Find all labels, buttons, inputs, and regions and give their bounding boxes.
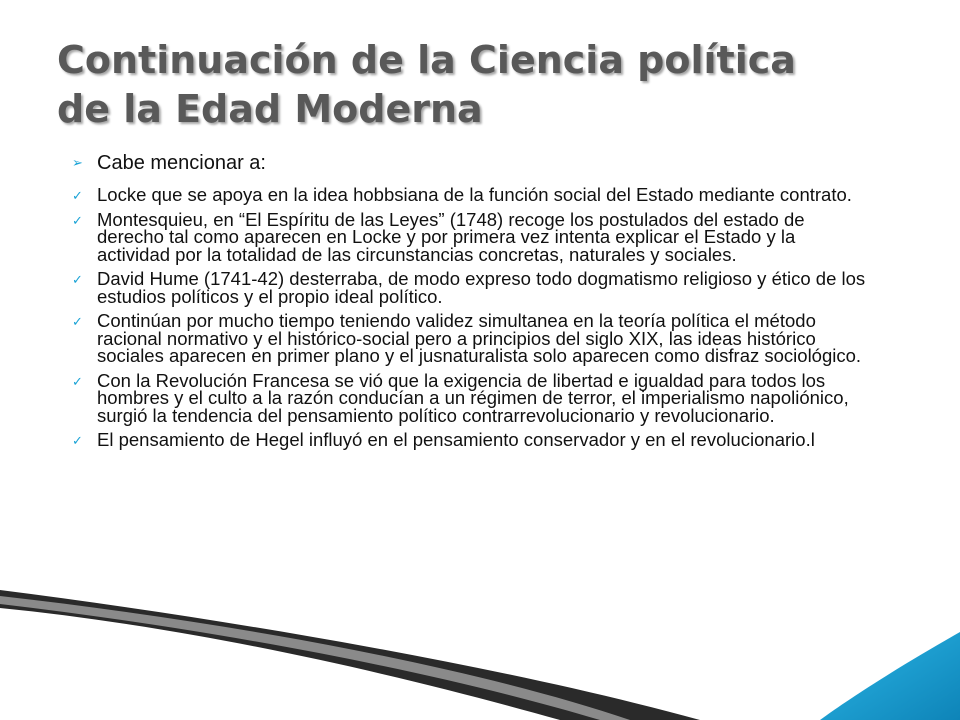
list-item <box>72 312 872 365</box>
decorative-swoosh <box>0 590 960 720</box>
checkmark-icon: ✓ <box>72 373 83 389</box>
list-item-text: Locke que se apoya en la idea hobbsiana de la función social del Estado mediante contrato. <box>97 184 852 205</box>
list-item <box>72 208 872 265</box>
checkmark-icon: ✓ <box>72 314 83 329</box>
lead-text: Cabe mencionar a: <box>97 152 266 174</box>
checkmark-icon: ✓ <box>72 272 83 287</box>
list-item-text: El pensamiento de Hegel influyó en el pensamiento conservador y en el revolucionario.l <box>97 429 815 450</box>
list-item-text: David Hume (1741-42) desterraba, de modo expreso todo dogmatismo religioso y ético de los estudios políticos y el propio ideal político. <box>97 268 866 307</box>
lead-bullet <box>72 150 872 176</box>
list-item <box>72 431 872 449</box>
list-item-text: Montesquieu, en “El Espíritu de las Leyes” (1748) recoge los postulados del estado de derecho tal como aparecen en Locke y por primera vez intenta explicar el Estado y la actividad por la totalidad de las circunstancias concretas, naturales y sociales. <box>97 208 805 265</box>
checkmark-icon: ✓ <box>72 188 83 203</box>
checkmark-icon: ✓ <box>72 212 83 228</box>
arrow-bullet-icon: ➢ <box>72 155 83 170</box>
title-line-2: de la Edad Moderna <box>57 87 483 131</box>
bullet-list <box>72 186 872 449</box>
list-item <box>72 369 872 426</box>
list-item <box>72 186 872 204</box>
title-line-1: Continuación de la Ciencia política <box>57 38 796 82</box>
checkmark-icon: ✓ <box>72 433 83 448</box>
slide-content <box>72 150 872 456</box>
list-item-text: Con la Revolución Francesa se vió que la exigencia de libertad e igualdad para todos los hombres y el culto a la razón conducían a un régimen de terror, el imperialismo napoliónico, surgió la tendencia del pensamiento político contrarrevolucionario y revolucionario. <box>97 369 849 426</box>
slide-title <box>57 36 917 134</box>
list-item-text: Continúan por mucho tiempo teniendo validez simultanea en la teoría política el método racional normativo y el histórico-social pero a principios del siglo XIX, las ideas histórico sociales aparecen en primer plano y el jusnaturalista solo aparecen como disfraz sociológico. <box>97 310 862 366</box>
list-item <box>72 270 872 305</box>
